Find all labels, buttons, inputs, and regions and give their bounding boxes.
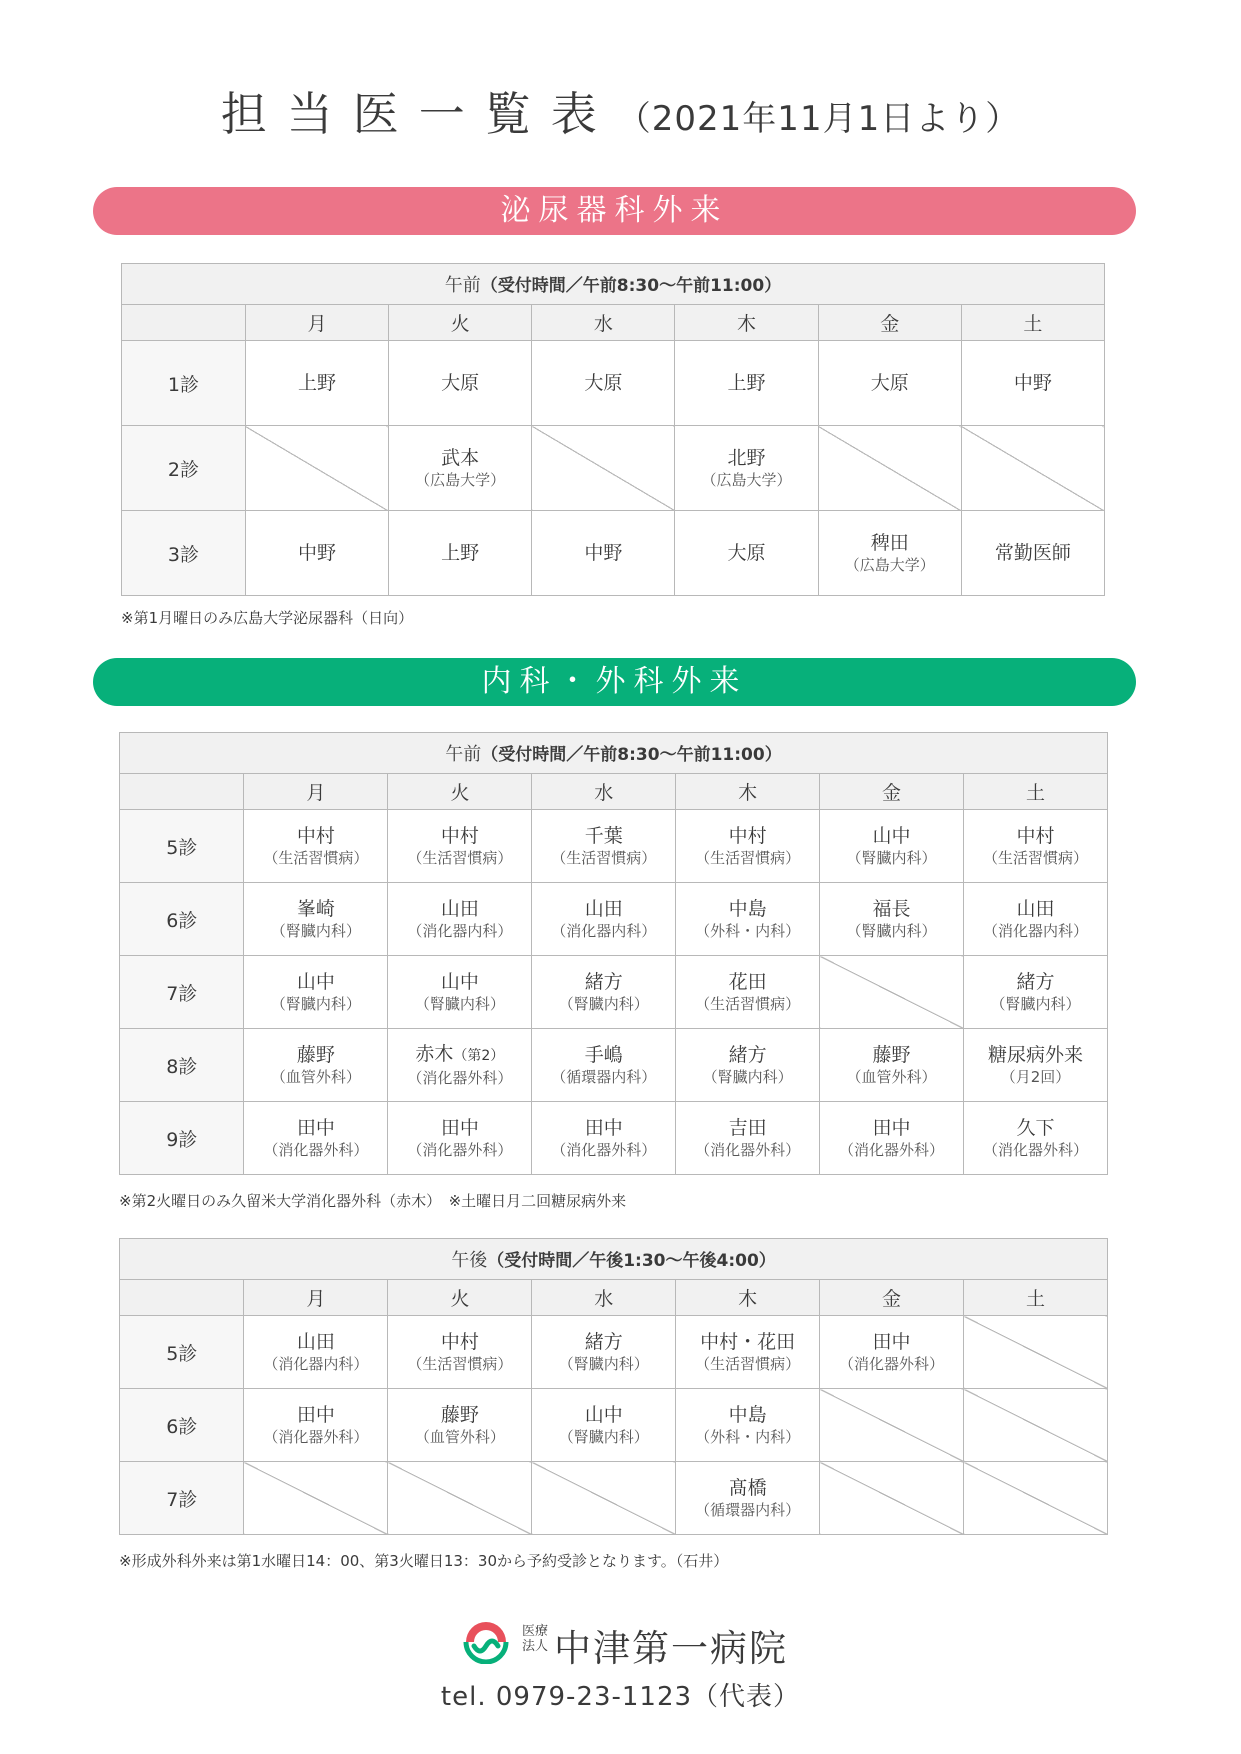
department: （広島大学） xyxy=(701,471,792,489)
room-label: 7診 xyxy=(120,1462,244,1535)
doctor-cell xyxy=(388,1389,532,1462)
department: （消化器外科） xyxy=(407,1069,513,1087)
doctor-name xyxy=(532,897,675,921)
doctor-name xyxy=(389,446,531,470)
doctor-cell xyxy=(964,1029,1108,1102)
room-label: 1診 xyxy=(122,341,246,426)
doctor-name-text: 山田 xyxy=(440,898,479,920)
doctor-name-text: 上野 xyxy=(727,372,766,394)
doctor-name-text: 田中 xyxy=(584,1117,623,1139)
department: （腎臓内科） xyxy=(990,995,1081,1013)
doctor-name-text: 髙橋 xyxy=(728,1477,767,1499)
doctor-name xyxy=(388,970,531,994)
doctor-cell xyxy=(675,511,818,596)
doctor-name-text: 田中 xyxy=(296,1404,335,1426)
doctor-name-text: 福長 xyxy=(872,898,911,920)
weekday-header: 木 xyxy=(675,305,818,341)
doctor-name-text: 武本 xyxy=(441,447,480,469)
doctor-name xyxy=(676,1043,819,1067)
doctor-name xyxy=(532,970,675,994)
doctor-cell xyxy=(389,341,532,426)
doctor-cell xyxy=(244,1029,388,1102)
department: （消化器内科） xyxy=(983,922,1089,940)
weekday-header: 水 xyxy=(532,774,676,810)
weekday-header: 金 xyxy=(820,774,964,810)
table-row xyxy=(120,1316,1108,1389)
doctor-name-text: 山中 xyxy=(872,825,911,847)
doctor-name xyxy=(244,1403,387,1427)
doctor-cell xyxy=(532,341,675,426)
doctor-name xyxy=(244,1043,387,1067)
table-row xyxy=(122,426,1105,511)
doctor-name-text: 峯崎 xyxy=(296,898,335,920)
department: （生活習慣病） xyxy=(695,995,801,1013)
empty-slot xyxy=(961,426,1104,511)
doctor-name-text: 大原 xyxy=(584,372,623,394)
corner-cell xyxy=(122,305,246,341)
doctor-name xyxy=(244,897,387,921)
corner-cell xyxy=(120,774,244,810)
department: （消化器外科） xyxy=(551,1141,657,1159)
doctor-name xyxy=(388,824,531,848)
doctor-name-text: 緒方 xyxy=(1016,971,1055,993)
weekday-header: 火 xyxy=(388,1280,532,1316)
doctor-cell xyxy=(676,1102,820,1175)
department: （腎臓内科） xyxy=(846,849,937,867)
doctor-name xyxy=(675,446,817,470)
doctor-cell xyxy=(961,341,1104,426)
doctor-name-text: 藤野 xyxy=(296,1044,335,1066)
urology-section-banner: 泌尿器科外来 xyxy=(93,187,1136,235)
doctor-cell xyxy=(964,1102,1108,1175)
department: （血管外科） xyxy=(846,1068,937,1086)
doctor-cell xyxy=(244,1316,388,1389)
session-header xyxy=(122,264,1105,305)
doctor-cell xyxy=(532,810,676,883)
department: （生活習慣病） xyxy=(263,849,369,867)
doctor-name-text: 大原 xyxy=(870,372,909,394)
hospital-logo xyxy=(462,1614,792,1670)
doctor-name-text: 中野 xyxy=(1013,372,1052,394)
doctor-cell xyxy=(676,883,820,956)
room-label: 6診 xyxy=(120,1389,244,1462)
doctor-name xyxy=(962,541,1104,565)
doctor-name-text: 田中 xyxy=(872,1117,911,1139)
empty-slot xyxy=(820,956,964,1029)
doctor-name xyxy=(820,824,963,848)
doctor-name-text: 中野 xyxy=(297,542,336,564)
doctor-cell xyxy=(244,956,388,1029)
doctor-name-text: 花田 xyxy=(728,971,767,993)
doctor-name xyxy=(676,897,819,921)
department: （腎臓内科） xyxy=(558,1355,649,1373)
doctor-cell xyxy=(676,1029,820,1102)
hospital-logo-icon xyxy=(462,1616,510,1664)
doctor-cell xyxy=(961,511,1104,596)
doctor-cell xyxy=(532,1389,676,1462)
empty-slot xyxy=(964,1462,1108,1535)
doctor-cell xyxy=(532,883,676,956)
doctor-name xyxy=(676,824,819,848)
doctor-name xyxy=(246,371,388,395)
phone-number: tel. 0979-23-1123（代表） xyxy=(440,1682,801,1712)
doctor-name-text: 中村 xyxy=(440,825,479,847)
hospital-name: 中津第一病院 xyxy=(554,1627,788,1670)
urology-am-table xyxy=(121,263,1105,596)
doctor-name xyxy=(246,541,388,565)
doctor-name xyxy=(244,824,387,848)
department: （腎臓内科） xyxy=(702,1068,793,1086)
room-label: 3診 xyxy=(122,511,246,596)
doctor-name xyxy=(532,371,674,395)
doctor-name xyxy=(244,1116,387,1140)
empty-slot xyxy=(820,1462,964,1535)
page-title-main: 担当医一覧表 xyxy=(220,87,617,141)
doctor-cell xyxy=(389,426,532,511)
doctor-name-text: 田中 xyxy=(872,1331,911,1353)
doctor-name xyxy=(964,897,1107,921)
doctor-name xyxy=(532,1116,675,1140)
weekday-header: 火 xyxy=(388,774,532,810)
doctor-name xyxy=(388,1116,531,1140)
doctor-cell xyxy=(675,341,818,426)
doctor-name xyxy=(820,897,963,921)
doctor-name-text: 千葉 xyxy=(584,825,623,847)
doctor-name-text: 山田 xyxy=(584,898,623,920)
doctor-name-text: 緒方 xyxy=(584,971,623,993)
doctor-name xyxy=(820,1330,963,1354)
weekday-row xyxy=(120,774,1108,810)
internal-am-table xyxy=(119,732,1108,1175)
session-header-row xyxy=(120,1239,1108,1280)
doctor-cell xyxy=(244,810,388,883)
doctor-name xyxy=(532,1043,675,1067)
department: （循環器内科） xyxy=(695,1501,801,1519)
weekday-header: 土 xyxy=(964,774,1108,810)
doctor-name xyxy=(532,1330,675,1354)
doctor-name-text: 大原 xyxy=(441,372,480,394)
doctor-cell xyxy=(820,1029,964,1102)
corp-type: 医療法人 xyxy=(521,1624,548,1654)
doctor-cell xyxy=(964,810,1108,883)
department: （腎臓内科） xyxy=(270,995,361,1013)
doctor-name-text: 久下 xyxy=(1016,1117,1055,1139)
room-label: 2診 xyxy=(122,426,246,511)
table-row xyxy=(122,341,1105,426)
empty-slot xyxy=(964,1316,1108,1389)
weekday-header: 月 xyxy=(244,1280,388,1316)
doctor-name-text: 中島 xyxy=(728,1404,767,1426)
department: （血管外科） xyxy=(414,1428,505,1446)
doctor-name xyxy=(820,1116,963,1140)
doctor-name-text: 上野 xyxy=(441,542,480,564)
reception-hours: （受付時間／午前8:30〜午前11:00） xyxy=(481,745,782,765)
weekday-header: 木 xyxy=(676,1280,820,1316)
department: （消化器内科） xyxy=(263,1355,369,1373)
department: （腎臓内科） xyxy=(558,1428,649,1446)
doctor-name xyxy=(819,531,961,555)
doctor-name-text: 稗田 xyxy=(870,532,909,554)
page-title xyxy=(0,78,1241,144)
doctor-cell xyxy=(964,956,1108,1029)
doctor-name xyxy=(388,1042,531,1068)
doctor-name xyxy=(676,1116,819,1140)
room-label: 8診 xyxy=(120,1029,244,1102)
doctor-cell xyxy=(388,1029,532,1102)
room-label: 5診 xyxy=(120,810,244,883)
department: （消化器外科） xyxy=(839,1355,945,1373)
doctor-cell xyxy=(964,883,1108,956)
doctor-cell xyxy=(676,810,820,883)
doctor-cell xyxy=(820,1102,964,1175)
table-row xyxy=(120,956,1108,1029)
weekday-header: 火 xyxy=(389,305,532,341)
doctor-cell xyxy=(388,956,532,1029)
table-row xyxy=(120,1389,1108,1462)
doctor-cell xyxy=(532,1316,676,1389)
weekday-header: 月 xyxy=(245,305,388,341)
doctor-name xyxy=(389,371,531,395)
doctor-name-text: 中村 xyxy=(440,1331,479,1353)
doctor-cell xyxy=(388,1316,532,1389)
session-label: 午前 xyxy=(445,744,482,765)
doctor-cell xyxy=(532,1102,676,1175)
department: （月2回） xyxy=(1000,1068,1071,1086)
doctor-name xyxy=(388,1330,531,1354)
weekday-row xyxy=(120,1280,1108,1316)
department: （広島大学） xyxy=(415,471,506,489)
doctor-name-text: 田中 xyxy=(440,1117,479,1139)
session-header-row xyxy=(120,733,1108,774)
doctor-name-text: 緒方 xyxy=(584,1331,623,1353)
department: （循環器内科） xyxy=(551,1068,657,1086)
doctor-name-text: 藤野 xyxy=(440,1404,479,1426)
internal-section-banner: 内科・外科外来 xyxy=(93,658,1136,706)
doctor-cell xyxy=(244,1102,388,1175)
doctor-name-text: 中村 xyxy=(1016,825,1055,847)
doctor-name xyxy=(532,541,674,565)
empty-slot xyxy=(964,1389,1108,1462)
weekday-header: 木 xyxy=(676,774,820,810)
weekday-header: 水 xyxy=(532,1280,676,1316)
doctor-name-text: 吉田 xyxy=(728,1117,767,1139)
doctor-name xyxy=(676,1476,819,1500)
doctor-cell xyxy=(820,883,964,956)
doctor-name-text: 山中 xyxy=(296,971,335,993)
room-label: 5診 xyxy=(120,1316,244,1389)
department: （消化器外科） xyxy=(695,1141,801,1159)
doctor-name xyxy=(964,1043,1107,1067)
department: （生活習慣病） xyxy=(407,849,513,867)
doctor-name-text: 中野 xyxy=(584,542,623,564)
doctor-name xyxy=(388,897,531,921)
doctor-cell xyxy=(820,810,964,883)
table-row xyxy=(120,883,1108,956)
room-label: 6診 xyxy=(120,883,244,956)
department: （生活習慣病） xyxy=(695,1355,801,1373)
internal-pm-note: ※形成外科外来は第1水曜日14：00、第3火曜日13：30から予約受診となります。（石井） xyxy=(119,1552,729,1570)
doctor-cell xyxy=(820,1316,964,1389)
department: （腎臓内科） xyxy=(846,922,937,940)
doctor-name xyxy=(388,1403,531,1427)
doctor-name-text: 中村 xyxy=(728,825,767,847)
session-header-row xyxy=(122,264,1105,305)
corner-cell xyxy=(120,1280,244,1316)
empty-slot xyxy=(532,426,675,511)
department: （消化器内科） xyxy=(407,922,513,940)
table-row xyxy=(120,1029,1108,1102)
weekday-header: 水 xyxy=(532,305,675,341)
doctor-cell xyxy=(532,1029,676,1102)
department: （消化器外科） xyxy=(983,1141,1089,1159)
weekday-header: 土 xyxy=(964,1280,1108,1316)
reception-hours: （受付時間／午後1:30〜午後4:00） xyxy=(487,1251,776,1271)
department: （消化器外科） xyxy=(263,1141,369,1159)
empty-slot xyxy=(818,426,961,511)
doctor-name xyxy=(675,371,817,395)
doctor-name xyxy=(676,1330,819,1354)
doctor-cell xyxy=(818,511,961,596)
urology-note: ※第1月曜日のみ広島大学泌尿器科（日向） xyxy=(121,609,414,627)
session-header xyxy=(120,1239,1108,1280)
doctor-name-extra: （第2） xyxy=(453,1048,505,1064)
doctor-name-text: 赤木 xyxy=(415,1043,454,1065)
doctor-name xyxy=(532,1403,675,1427)
doctor-name xyxy=(244,1330,387,1354)
department: （腎臓内科） xyxy=(414,995,505,1013)
internal-am-note: ※第2火曜日のみ久留米大学消化器外科（赤木） ※土曜日月二回糖尿病外来 xyxy=(119,1192,627,1210)
doctor-cell xyxy=(388,1102,532,1175)
doctor-name-text: 北野 xyxy=(727,447,766,469)
doctor-cell xyxy=(388,883,532,956)
department: （腎臓内科） xyxy=(558,995,649,1013)
department: （生活習慣病） xyxy=(407,1355,513,1373)
weekday-header: 金 xyxy=(818,305,961,341)
reception-hours: （受付時間／午前8:30〜午前11:00） xyxy=(480,276,782,296)
empty-slot xyxy=(532,1462,676,1535)
doctor-name-text: 山田 xyxy=(296,1331,335,1353)
doctor-cell xyxy=(245,341,388,426)
doctor-cell xyxy=(245,511,388,596)
empty-slot xyxy=(820,1389,964,1462)
doctor-cell xyxy=(676,1316,820,1389)
doctor-cell xyxy=(388,810,532,883)
doctor-name-text: 手嶋 xyxy=(584,1044,623,1066)
doctor-name xyxy=(964,1116,1107,1140)
department: （外科・内科） xyxy=(695,1428,801,1446)
doctor-cell xyxy=(244,883,388,956)
doctor-name-text: 大原 xyxy=(727,542,766,564)
doctor-name xyxy=(676,970,819,994)
doctor-cell xyxy=(675,426,818,511)
doctor-name-text: 山田 xyxy=(1016,898,1055,920)
doctor-name xyxy=(389,541,531,565)
doctor-name-text: 山中 xyxy=(584,1404,623,1426)
internal-pm-table xyxy=(119,1238,1108,1535)
session-label: 午前 xyxy=(444,275,481,296)
doctor-name xyxy=(964,970,1107,994)
weekday-header: 月 xyxy=(244,774,388,810)
doctor-name-text: 中村 xyxy=(296,825,335,847)
session-header xyxy=(120,733,1108,774)
doctor-name-text: 常勤医師 xyxy=(994,542,1071,564)
doctor-name xyxy=(244,970,387,994)
weekday-header: 土 xyxy=(961,305,1104,341)
empty-slot xyxy=(245,426,388,511)
doctor-name xyxy=(676,1403,819,1427)
doctor-name-text: 上野 xyxy=(297,372,336,394)
table-row xyxy=(120,810,1108,883)
department: （広島大学） xyxy=(844,556,935,574)
table-row xyxy=(122,511,1105,596)
doctor-cell xyxy=(532,956,676,1029)
doctor-name-text: 藤野 xyxy=(872,1044,911,1066)
department: （消化器外科） xyxy=(263,1428,369,1446)
doctor-cell xyxy=(532,511,675,596)
doctor-name-text: 緒方 xyxy=(728,1044,767,1066)
department: （生活習慣病） xyxy=(551,849,657,867)
doctor-cell xyxy=(676,956,820,1029)
table-row xyxy=(120,1102,1108,1175)
department: （生活習慣病） xyxy=(695,849,801,867)
doctor-name xyxy=(964,824,1107,848)
doctor-name-text: 中村・花田 xyxy=(700,1331,796,1353)
doctor-name xyxy=(532,824,675,848)
department: （生活習慣病） xyxy=(983,849,1089,867)
page-title-date: （2021年11月1日より） xyxy=(616,99,1021,139)
department: （腎臓内科） xyxy=(270,922,361,940)
empty-slot xyxy=(244,1462,388,1535)
department: （消化器外科） xyxy=(839,1141,945,1159)
doctor-cell xyxy=(676,1389,820,1462)
doctor-cell xyxy=(389,511,532,596)
doctor-name-text: 山中 xyxy=(440,971,479,993)
room-label: 7診 xyxy=(120,956,244,1029)
weekday-row xyxy=(122,305,1105,341)
doctor-name-text: 田中 xyxy=(296,1117,335,1139)
doctor-cell xyxy=(818,341,961,426)
room-label: 9診 xyxy=(120,1102,244,1175)
session-label: 午後 xyxy=(451,1250,488,1271)
doctor-name xyxy=(675,541,817,565)
doctor-name xyxy=(962,371,1104,395)
department: （外科・内科） xyxy=(695,922,801,940)
doctor-cell xyxy=(676,1462,820,1535)
department: （消化器内科） xyxy=(551,922,657,940)
doctor-cell xyxy=(244,1389,388,1462)
department: （血管外科） xyxy=(270,1068,361,1086)
doctor-name-text: 中島 xyxy=(728,898,767,920)
table-row xyxy=(120,1462,1108,1535)
doctor-name xyxy=(819,371,961,395)
empty-slot xyxy=(388,1462,532,1535)
doctor-name xyxy=(820,1043,963,1067)
weekday-header: 金 xyxy=(820,1280,964,1316)
doctor-name-text: 糖尿病外来 xyxy=(988,1044,1084,1066)
department: （消化器外科） xyxy=(407,1141,513,1159)
